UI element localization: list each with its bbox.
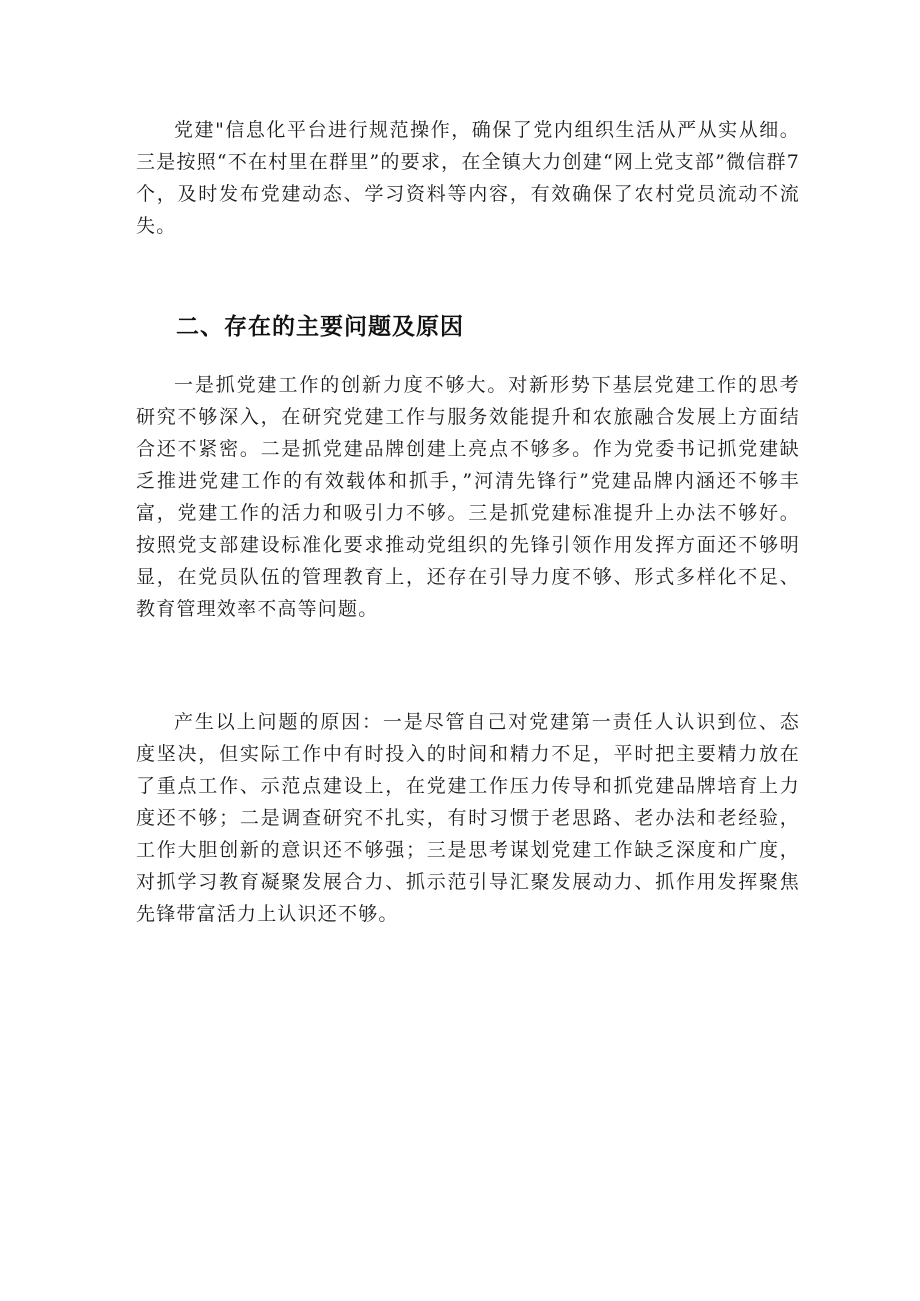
section-heading: 二、存在的主要问题及原因 <box>176 314 464 340</box>
paragraph-causes: 产生以上问题的原因：一是尽管自己对党建第一责任人认识到位、态度坚决，但实际工作中有时投入的时间和精力不足，平时把主要精力放在了重点工作、示范点建设上，在党建工作压力传导和抓党建品牌培育上力度还不够；二是调查研究不扎实，有时习惯于老思路、老办法和老经验，工作大胆创新的意识还不够强；三是思考谋划党建工作缺乏深度和广度，对抓学习教育凝聚发展合力、抓示范引导汇聚发展动力、抓作用发挥聚焦先锋带富活力上认识还不够。 <box>136 711 800 925</box>
paragraph-continuation: 党建"信息化平台进行规范操作，确保了党内组织生活从严从实从细。三是按照“不在村里在群里”的要求，在全镇大力创建“网上党支部”微信群7个，及时发布党建动态、学习资料等内容，有效确保了农村党员流动不流失。 <box>136 119 800 237</box>
paragraph-problems: 一是抓党建工作的创新力度不够大。对新形势下基层党建工作的思考研究不够深入，在研究党建工作与服务效能提升和农旅融合发展上方面结合还不紧密。二是抓党建品牌创建上亮点不够多。作为党委书记抓党建缺乏推进党建工作的有效载体和抓手，”河清先锋行”党建品牌内涵还不够丰富，党建工作的活力和吸引力不够。三是抓党建标准提升上办法不够好。按照党支部建设标准化要求推动党组织的先锋引领作用发挥方面还不够明显，在党员队伍的管理教育上，还存在引导力度不够、形式多样化不足、教育管理效率不高等问题。 <box>136 374 800 620</box>
